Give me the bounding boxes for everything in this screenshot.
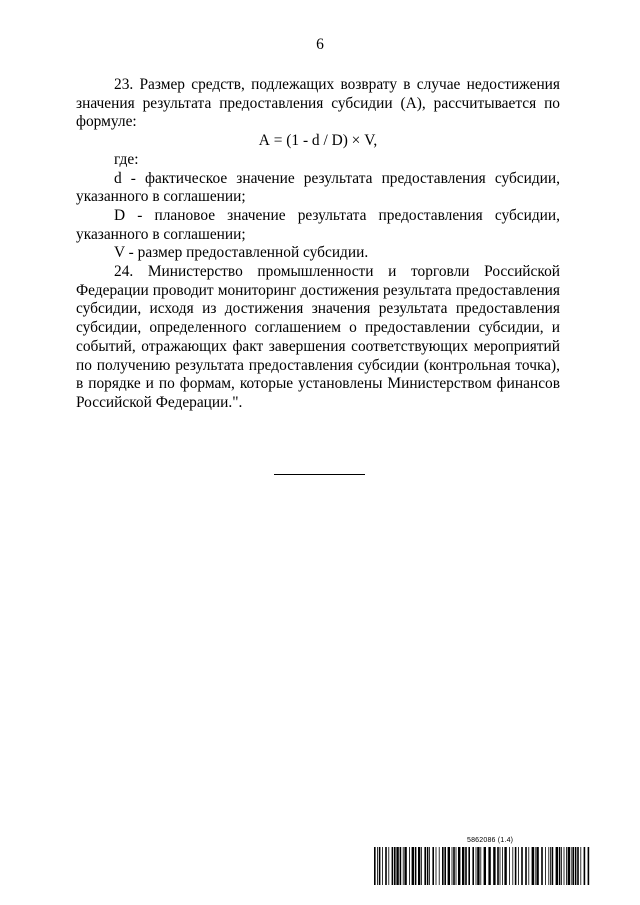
barcode-bar bbox=[566, 847, 567, 885]
barcode-bar bbox=[561, 847, 562, 885]
paragraph-23: 23. Размер средств, подлежащих возврату в случае недостижения значения результата предоставления субсидии (А), рассчитывается по формуле: bbox=[76, 76, 560, 131]
barcode-bar bbox=[404, 847, 406, 885]
barcode-bar bbox=[488, 847, 490, 885]
barcode-bar bbox=[385, 847, 387, 885]
barcode-bar bbox=[394, 847, 396, 885]
barcode-bar bbox=[429, 847, 430, 885]
barcode-bar bbox=[500, 847, 501, 885]
barcode-bar bbox=[532, 847, 534, 885]
barcode-bar bbox=[468, 847, 470, 885]
barcode-bar bbox=[552, 847, 554, 885]
barcode-bar bbox=[502, 847, 503, 885]
barcode-bar bbox=[436, 847, 437, 885]
paragraph-24: 24. Министерство промышленности и торговли Российской Федерации проводит мониторинг достижения результата предоставления субсидии, исходя из достижения значения результата предоставления субсидии, определенного соглашением о предоставлении субсидии, и событий, отражающих факт завершения соответствующих мероприятий по получению результата предоставления субсидии (контрольная точка), в порядке и по формам, которые установлены Министерством финансов Российской Федерации.". bbox=[76, 263, 560, 411]
barcode-bar bbox=[580, 847, 581, 885]
barcode-bar bbox=[427, 847, 429, 885]
barcode-bar bbox=[571, 847, 572, 885]
barcode-bar bbox=[528, 847, 529, 885]
barcode-bar bbox=[525, 847, 527, 885]
barcode-bar bbox=[465, 847, 467, 885]
formula: А = (1 - d / D) × V, bbox=[258, 132, 378, 150]
barcode-bar bbox=[421, 847, 422, 885]
barcode-bar bbox=[548, 847, 549, 885]
barcode-bar bbox=[545, 847, 546, 885]
barcode-bar bbox=[568, 847, 570, 885]
barcode-bar bbox=[535, 847, 536, 885]
barcode-bar bbox=[456, 847, 457, 885]
barcode-bar bbox=[392, 847, 394, 885]
barcode-bar bbox=[559, 847, 561, 885]
barcode-bar bbox=[518, 847, 519, 885]
barcode-bar bbox=[588, 847, 590, 885]
barcode-bar bbox=[424, 847, 426, 885]
barcode-bar bbox=[439, 847, 440, 885]
barcode-bar bbox=[448, 847, 450, 885]
barcode-bar bbox=[453, 847, 455, 885]
barcode-bar bbox=[550, 847, 551, 885]
barcode-bar bbox=[541, 847, 543, 885]
barcode-bar bbox=[452, 847, 453, 885]
barcode-bar bbox=[484, 847, 486, 885]
barcode-bar bbox=[493, 847, 495, 885]
document-body bbox=[76, 76, 560, 413]
definition-D: D - плановое значение результата предоставления субсидии, указанного в соглашении; bbox=[76, 206, 560, 243]
barcode-bar bbox=[442, 847, 444, 885]
barcode-bar bbox=[477, 847, 479, 885]
page-number: 6 bbox=[316, 36, 324, 53]
barcode-bar bbox=[512, 847, 513, 885]
barcode-bar bbox=[415, 847, 417, 885]
barcode-bar bbox=[472, 847, 474, 885]
barcode-bar bbox=[400, 847, 402, 885]
barcode-bar bbox=[432, 847, 434, 885]
definition-d: d - фактическое значение результата предоставления субсидии, указанного в соглашении; bbox=[76, 169, 560, 206]
barcode-bar bbox=[396, 847, 398, 885]
barcode-bar bbox=[497, 847, 499, 885]
barcode-bar bbox=[418, 847, 420, 885]
barcode-bar bbox=[462, 847, 464, 885]
barcode-bar bbox=[444, 847, 446, 885]
barcode-bar bbox=[409, 847, 410, 885]
barcode-bar bbox=[377, 847, 378, 885]
barcode-bar bbox=[584, 847, 586, 885]
definition-V: V - размер предоставленной субсидии. bbox=[114, 244, 369, 262]
barcode-bar bbox=[577, 847, 579, 885]
barcode-bar bbox=[504, 847, 506, 885]
barcode-icon bbox=[374, 847, 590, 885]
barcode-bar bbox=[403, 847, 404, 885]
barcode-bar bbox=[521, 847, 523, 885]
barcode-bar bbox=[458, 847, 460, 885]
barcode-bar bbox=[556, 847, 558, 885]
barcode-bar bbox=[382, 847, 383, 885]
barcode-bar bbox=[564, 847, 565, 885]
barcode-bar bbox=[509, 847, 510, 885]
section-separator bbox=[274, 474, 365, 475]
barcode-bar bbox=[412, 847, 414, 885]
barcode-bar bbox=[374, 847, 376, 885]
barcode-bar bbox=[536, 847, 538, 885]
barcode-bar bbox=[480, 847, 481, 885]
barcode-bar bbox=[572, 847, 574, 885]
barcode-bar bbox=[388, 847, 389, 885]
where-label: где: bbox=[114, 150, 139, 168]
barcode-bar bbox=[515, 847, 517, 885]
barcode-bar bbox=[476, 847, 477, 885]
barcode-bar bbox=[379, 847, 381, 885]
document-code: 5862086 (1.4) bbox=[467, 837, 514, 844]
barcode-bar bbox=[575, 847, 577, 885]
